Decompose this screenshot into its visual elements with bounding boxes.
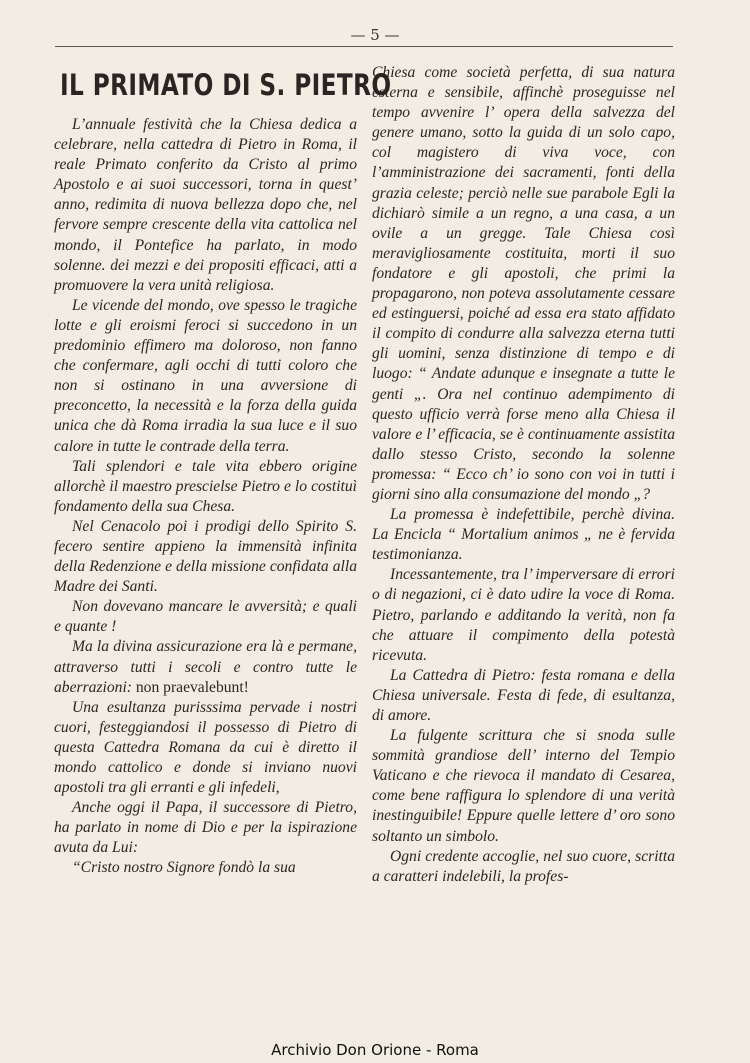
paragraph: L’annuale festività che la Chiesa dedica a celebrare, nella cattedra di Pietro in Roma, il reale Primato conferito da Cristo al primo Apostolo e ai suoi successori, torna in quest’ anno, redimita di nuova bellezza dopo che, nel fervore sempre crescente della vita cattolica nel mondo, il Pontefice ha parlato, in modo solenne. dei mezzi e dei propositi efficaci, atti a promuovere la vera unità religiosa. <box>54 116 357 294</box>
paragraph: Ogni credente accoglie, nel suo cuore, scritta a caratteri indelebili, la profes- <box>372 847 675 885</box>
archive-footer: Archivio Don Orione - Roma <box>271 1041 479 1059</box>
paragraph: La Cattedra di Pietro: festa romana e della Chiesa universale. Festa di fede, di esultanza, di amore. <box>372 666 675 724</box>
page-number: — 5 — <box>350 26 400 44</box>
paragraph: Nel Cenacolo poi i prodigi dello Spirito S. fecero sentire appieno la immensità infinita della Redenzione e della missione confidata alla Madre dei Santi. <box>54 517 357 596</box>
header-rule <box>55 46 673 47</box>
paragraph: Chiesa come società perfetta, di sua natura esterna e sensibile, affinchè proseguisse nel tempo avvenire l’ opera della salvezza del genere umano, sotto la guida di un solo capo, col magistero di viva voce, con l’amministrazione dei sacramenti, fonti della grazia celeste; perciò nelle sue parabole Egli la dichiarò simile a un regno, a una casa, a un ovile a un gregge. Tale Chiesa così meravigliosamente costituita, morti il suo fondatore e gli apostoli, che primi la propagarono, non poteva assolutamente cessare ed estinguersi, poiché ad essa era stato affidato il compito di condurre alla salvezza eterna tutti gli uomini, senza distinzione di tempo e di luogo: “ Andate adunque e insegnate a tutte le genti „. Ora nel continuo adempimento di questo ufficio verrà forse meno alla Chiesa il valore e l’ efficacia, se è continuamente assistita dallo stesso Cristo, secondo la solenne promessa: “ Ecco ch’ io sono con voi in tutti i giorni sino alla consumazione del mondo „? <box>372 64 675 503</box>
paragraph: Anche oggi il Papa, il successore di Pietro, ha parlato in nome di Dio e per la ispirazione avuta da Lui: <box>54 799 357 857</box>
latin-quote: non praevalebunt! <box>131 678 249 696</box>
paragraph: Una esultanza purisssima pervade i nostri cuori, festeggiandosi il possesso di Pietro di questa Cattedra Romana da cui è diretto il mondo cattolico e donde si inviano nuovi apostoli tra gli erranti e gli infedeli, <box>54 698 357 797</box>
paragraph: La fulgente scrittura che si snoda sulle sommità grandiose dell’ interno del Tempio Vaticano e che rievoca il mandato di Cesarea, come bene raffigura lo splendore di una verità inestinguibile! Eppure quelle lettere d’ oro sono soltanto un simbolo. <box>372 727 675 845</box>
article-title: IL PRIMATO DI S. PIETRO <box>60 68 392 102</box>
left-column <box>54 63 392 879</box>
paragraph: Incessantemente, tra l’ imperversare di errori o di negazioni, ci è dato udire la voce di Roma. Pietro, parlando e additando la verità, non fa che attuare il compimento della potestà ricevuta. <box>372 566 675 664</box>
paragraph: Tali splendori e tale vita ebbero origine allorchè il maestro prescielse Pietro e lo costituì fondamento della sua Chesa. <box>54 457 357 515</box>
promise-text: Ma la divina assicurazione era là e permane, attraverso tutti i secoli e contro tutte le aberrazioni: <box>54 638 357 696</box>
paragraph-promise <box>54 637 357 697</box>
right-column <box>372 63 675 887</box>
paragraph: Le vicende del mondo, ove spesso le tragiche lotte e gli eroismi feroci si succedono in un predominio effimero ma doloroso, non fanno che confermare, agli occhi di tutti coloro che non si ostinano in una avversione di preconcetto, la necessità e la forza della guida unica che dà Roma irradia la sua luce e il suo calore in tutte le contrade della terra. <box>54 296 357 455</box>
paragraph: “Cristo nostro Signore fondò la sua <box>72 859 296 877</box>
paragraph: La promessa è indefettibile, perchè divina. La Encicla “ Mortalium animos „ ne è fervida testimonianza. <box>372 506 675 564</box>
paragraph: Non dovevano mancare le avversità; e quali e quante ! <box>54 598 357 636</box>
